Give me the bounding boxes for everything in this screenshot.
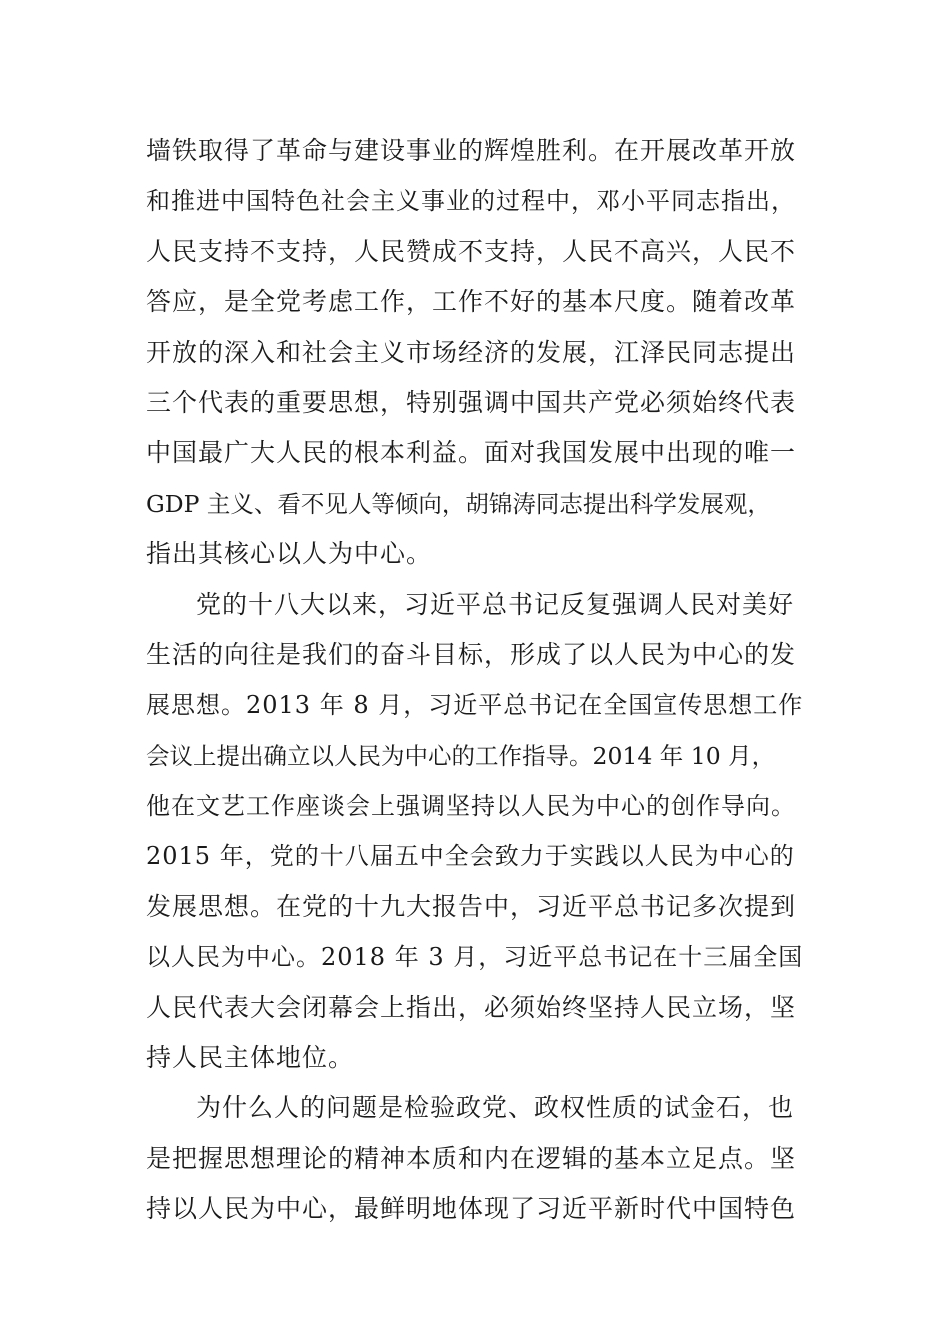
- text-line: 人民支持不支持，人民赞成不支持，人民不高兴，人民不: [146, 236, 797, 266]
- paragraph-start-line: 为什么人的问题是检验政党、政权性质的试金石，也: [196, 1093, 795, 1123]
- text-line: 以人民为中心。2018 年 3 月，习近平总书记在十三届全国: [146, 943, 804, 972]
- text-line: 三个代表的重要思想，特别强调中国共产党必须始终代表: [146, 387, 797, 417]
- text-line: 持以人民为中心，最鲜明地体现了习近平新时代中国特色: [146, 1194, 797, 1224]
- text-line: 展思想。2013 年 8 月，习近平总书记在全国宣传思想工作: [146, 691, 804, 720]
- text-line: 墙铁取得了革命与建设事业的辉煌胜利。在开展改革开放: [146, 136, 797, 165]
- text-line: 和推进中国特色社会主义事业的过程中，邓小平同志指出，: [146, 187, 796, 216]
- text-line: 生活的向往是我们的奋斗目标，形成了以人民为中心的发: [146, 639, 797, 669]
- text-line: 他在文艺工作座谈会上强调坚持以人民为中心的创作导向。: [146, 792, 796, 821]
- text-line: 人民代表大会闭幕会上指出，必须始终坚持人民立场，坚: [146, 992, 797, 1022]
- text-line: GDP 主义、看不见人等倾向，胡锦涛同志提出科学发展观，: [146, 489, 771, 518]
- text-line: 答应，是全党考虑工作，工作不好的基本尺度。随着改革: [146, 287, 797, 317]
- text-line: 开放的深入和社会主义市场经济的发展，江泽民同志提出: [146, 337, 797, 367]
- text-line: 持人民主体地位。: [146, 1043, 355, 1073]
- text-line: 会议上提出确立以人民为中心的工作指导。2014 年 10 月，: [146, 741, 776, 770]
- text-line: 发展思想。在党的十九大报告中，习近平总书记多次提到: [146, 891, 797, 921]
- text-line: 是把握思想理论的精神本质和内在逻辑的基本立足点。坚: [146, 1143, 797, 1173]
- paragraph-start-line: 党的十八大以来，习近平总书记反复强调人民对美好: [196, 589, 795, 619]
- text-line: 指出其核心以人为中心。: [146, 539, 433, 569]
- text-line: 2015 年，党的十八届五中全会致力于实践以人民为中心的: [146, 842, 795, 871]
- body-text: [146, 126, 806, 1235]
- text-line: 中国最广大人民的根本利益。面对我国发展中出现的唯一: [146, 438, 797, 468]
